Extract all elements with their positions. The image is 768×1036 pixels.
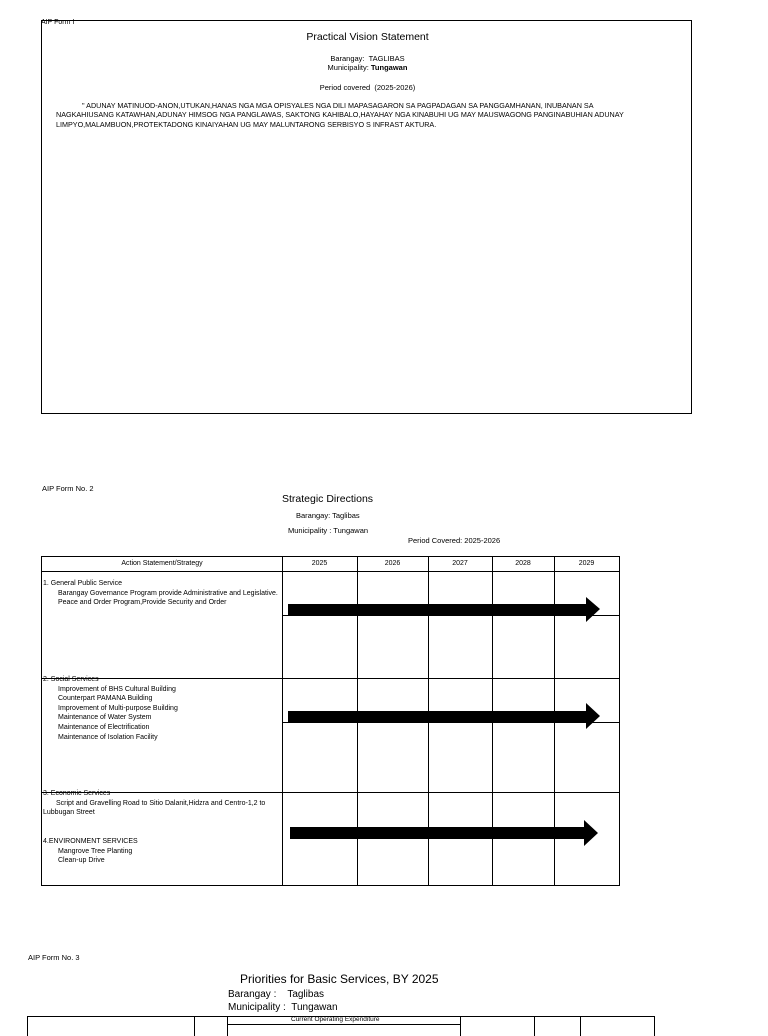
section-environment-services bbox=[43, 837, 278, 866]
header-divider bbox=[42, 571, 619, 572]
section-social-services bbox=[43, 675, 278, 742]
vision-municipality bbox=[42, 63, 693, 72]
strategy-item: Barangay Governance Program provide Administrative and Legislative. bbox=[58, 589, 278, 597]
vision-statement-box bbox=[41, 20, 692, 414]
section-heading: 3. Economic Services bbox=[43, 790, 111, 797]
municipality-value: Tungawan bbox=[291, 1002, 338, 1013]
header-2027: 2027 bbox=[452, 560, 468, 567]
municipality-label: Municipality : bbox=[228, 1002, 286, 1013]
timeline-arrow-icon bbox=[288, 703, 600, 731]
header-2025: 2025 bbox=[311, 560, 328, 567]
barangay-value: Taglibas bbox=[287, 989, 325, 1000]
form3-label: AIP Form No. 3 bbox=[28, 953, 80, 962]
header-2029: 2029 bbox=[578, 560, 595, 567]
section-economic-services bbox=[43, 789, 278, 818]
timeline-arrow-icon bbox=[290, 820, 598, 847]
municipality-value: Tungawan bbox=[370, 63, 408, 72]
form2-label: AIP Form No. 2 bbox=[42, 484, 94, 493]
vision-barangay bbox=[42, 54, 693, 63]
priorities-barangay bbox=[228, 989, 324, 1000]
barangay-label: Barangay : bbox=[228, 989, 277, 1000]
priorities-municipality bbox=[228, 1002, 338, 1013]
section-general-public-service bbox=[43, 579, 278, 608]
header-2026: 2026 bbox=[384, 560, 401, 567]
strategy-item: Maintenance of Isolation Facility bbox=[58, 733, 158, 741]
column-divider bbox=[194, 1017, 195, 1036]
strategy-item: Counterpart PAMANA Building bbox=[58, 695, 153, 703]
strategy-item: Improvement of BHS Cultural Building bbox=[58, 685, 176, 693]
strategic-directions-title: Strategic Directions bbox=[282, 493, 374, 505]
timeline-arrow-icon bbox=[288, 597, 600, 625]
column-divider bbox=[460, 1017, 461, 1036]
column-divider bbox=[282, 557, 283, 885]
column-divider bbox=[580, 1017, 581, 1036]
strategic-directions-table bbox=[41, 556, 620, 886]
barangay-label: Barangay: bbox=[330, 54, 365, 63]
section-heading: 2. Social Services bbox=[43, 676, 99, 683]
form1-label: AIP Form I bbox=[41, 19, 75, 26]
strategy-item: Peace and Order Program,Provide Security and Order bbox=[58, 599, 227, 607]
section-heading: 1. General Public Service bbox=[43, 580, 122, 587]
strategy-item: Maintenance of Electrification bbox=[58, 723, 150, 731]
barangay-value: TAGLIBAS bbox=[368, 54, 405, 63]
header-action-statement: Action Statement/Strategy bbox=[121, 560, 203, 567]
sd-municipality: Municipality : Tungawan bbox=[288, 526, 369, 535]
priorities-title: Priorities for Basic Services, BY 2025 bbox=[240, 972, 439, 986]
column-divider bbox=[227, 1017, 228, 1036]
strategy-item: Clean-up Drive bbox=[58, 857, 105, 865]
priorities-table bbox=[27, 1016, 655, 1036]
period-value: (2025-2026) bbox=[374, 83, 416, 92]
sd-barangay: Barangay: Taglibas bbox=[296, 511, 360, 520]
municipality-label: Municipality: bbox=[327, 63, 369, 72]
vision-period bbox=[42, 83, 693, 92]
header-current-operating-expenditure: Current Operating Expenditure bbox=[291, 1016, 380, 1023]
column-divider bbox=[534, 1017, 535, 1036]
period-label: Period covered bbox=[319, 83, 371, 92]
strategy-item: Maintenance of Water System bbox=[58, 714, 152, 722]
vision-title: Practical Vision Statement bbox=[306, 31, 429, 43]
header-2028: 2028 bbox=[515, 560, 531, 567]
header-sub-divider bbox=[227, 1024, 460, 1025]
sd-period: Period Covered: 2025-2026 bbox=[408, 536, 501, 545]
section-heading: 4.ENVIRONMENT SERVICES bbox=[43, 838, 138, 845]
strategy-item: Mangrove Tree Planting bbox=[58, 847, 133, 855]
strategy-item: Script and Gravelling Road to Sitio Dalanit,Hidzra and Centro-1,2 to Lubbugan Street bbox=[43, 799, 266, 817]
vision-text: " ADUNAY MATINUOD-ANON,UTUKAN,HANAS NGA MGA OPISYALES NGA DILI MAPASAGARON SA PAGPADAGAN SA PANGGAMHANAN, INUBANAN SA NAGKAHIUSANG KATAWHAN,ADUNAY HIMSOG NGA PANGLAWAS, SAKTONG KAHIBALO,HAYAHAY NGA KINABUHI UG MAY MAUSWAGONG PANGINABUHIAN ADUNAY LIMPYO,MALAMBUON,PROTEKTADONG KINAIYAHAN UG MAY MALUNTARONG SERBISYO S INFRAST AKTURA. bbox=[56, 101, 624, 129]
strategy-item: Improvement of Multi-purpose Building bbox=[58, 704, 178, 712]
